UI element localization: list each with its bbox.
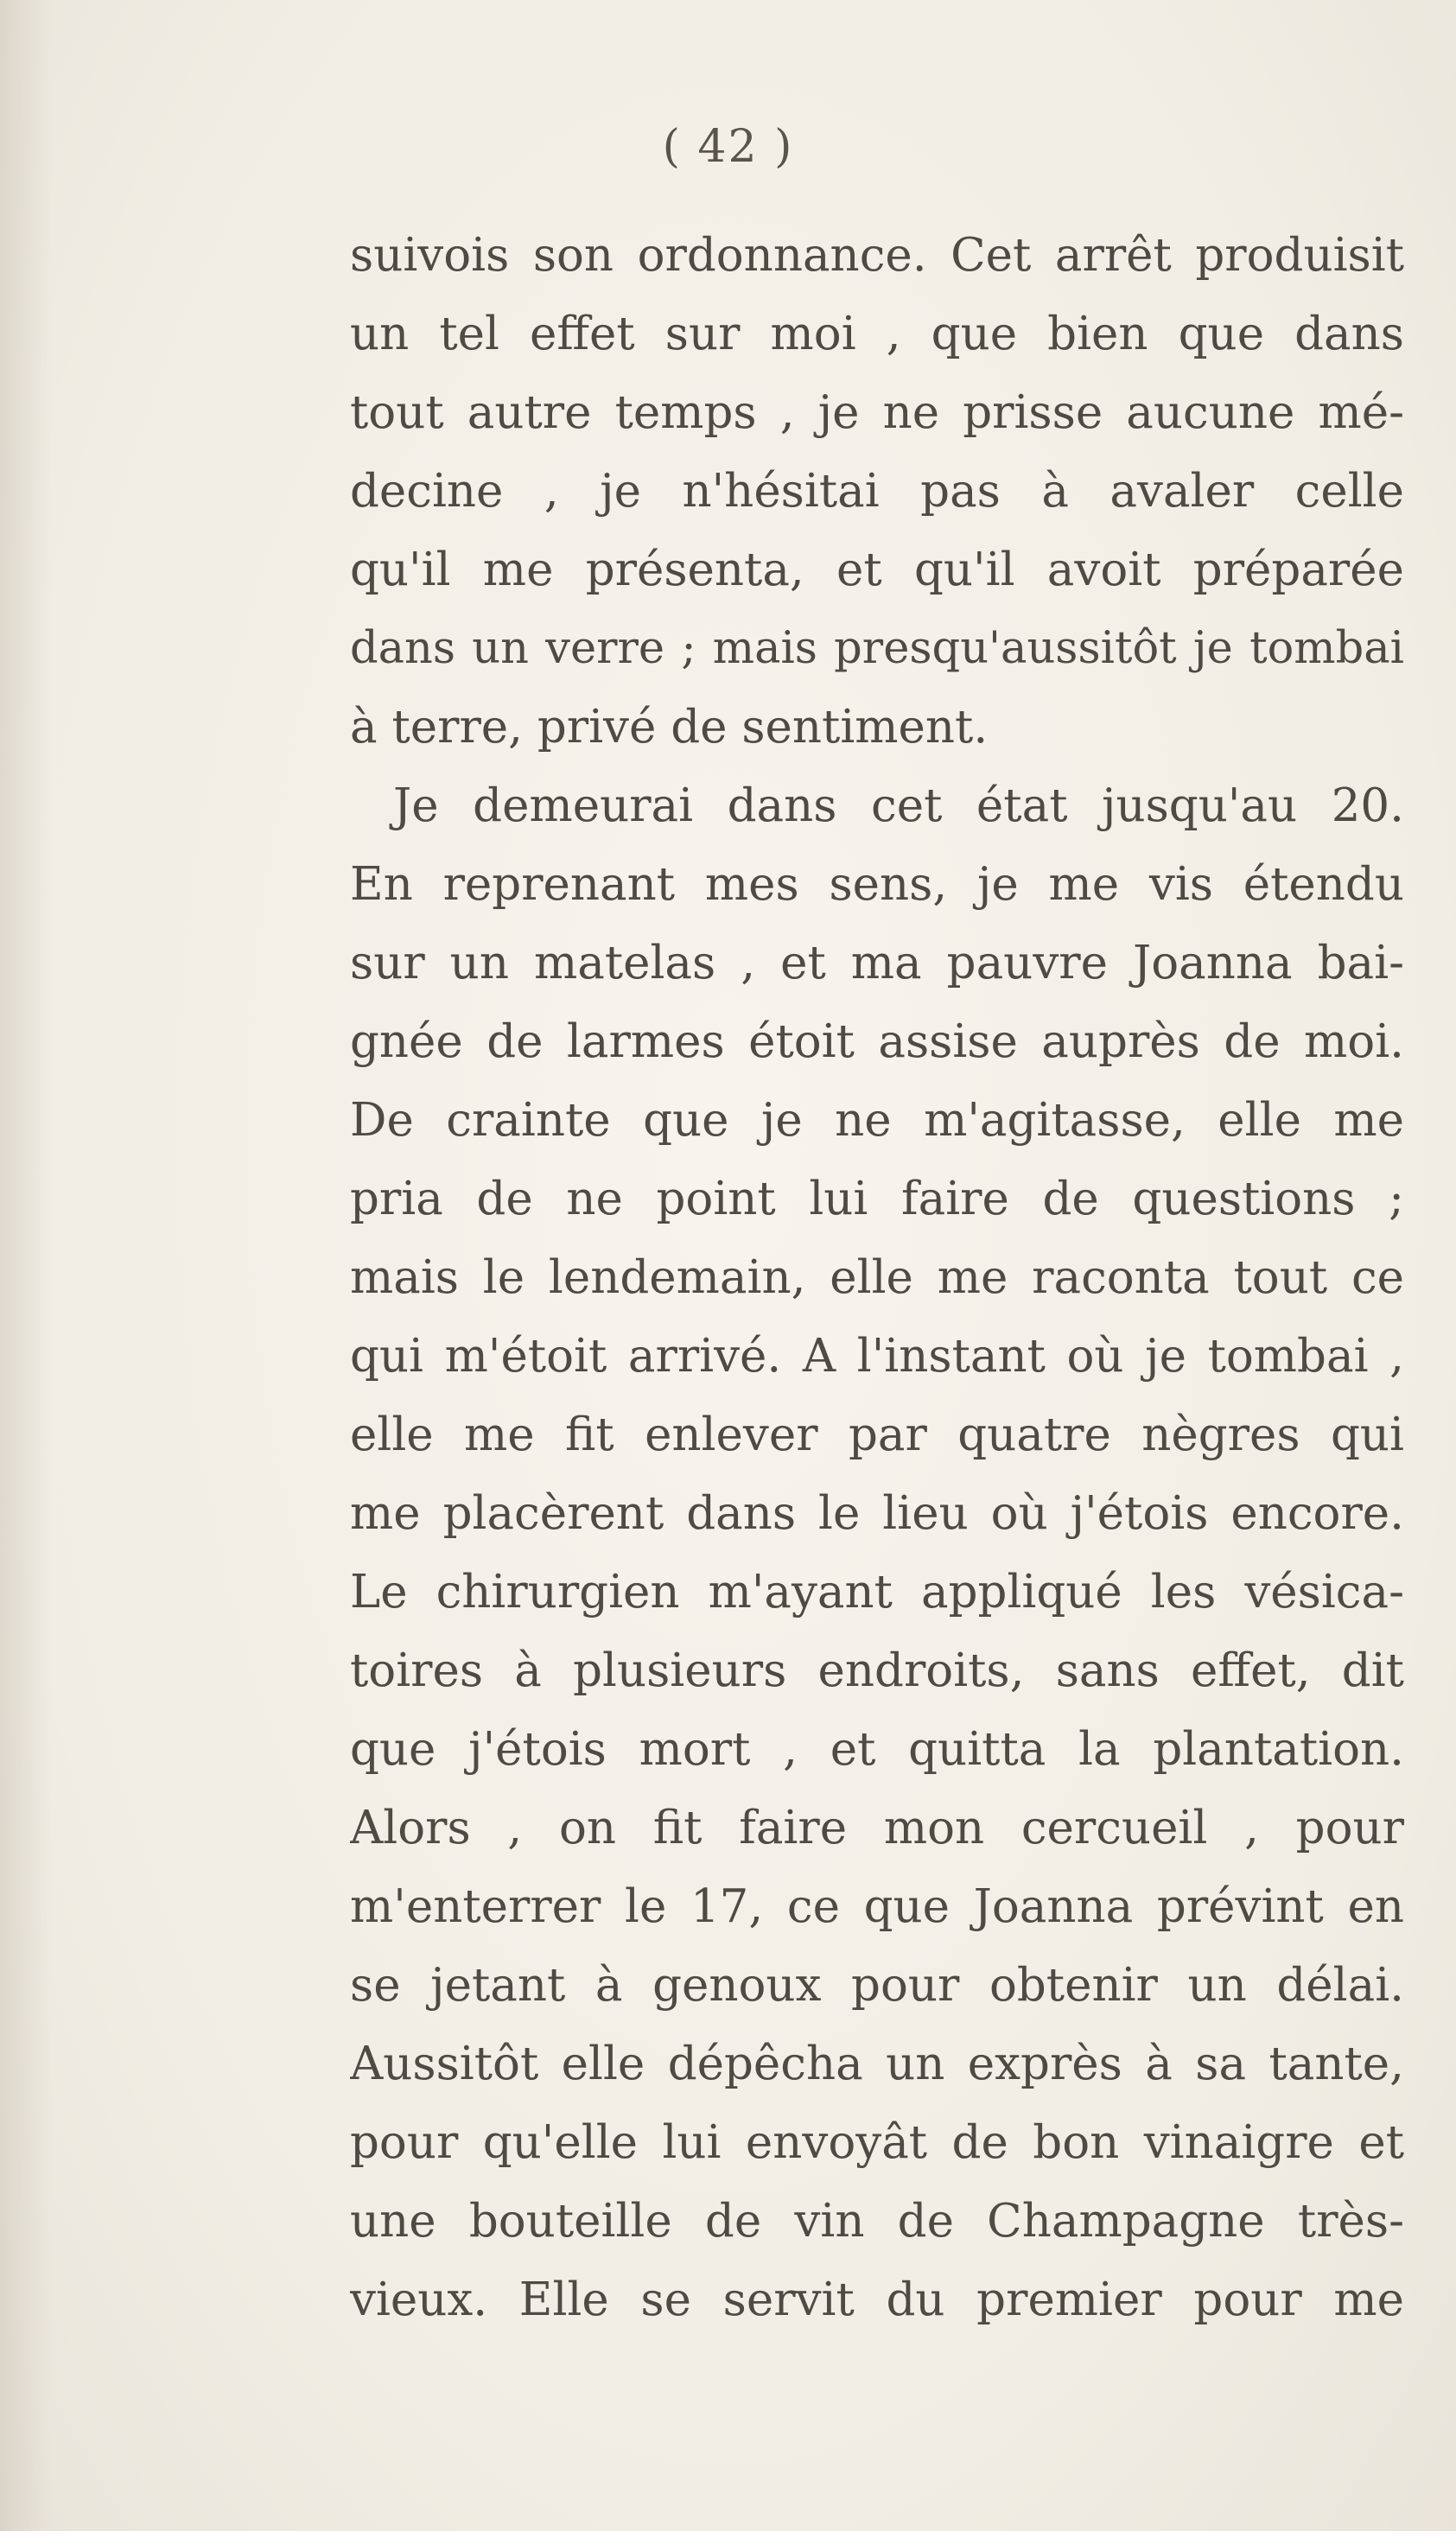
- text-line: m'enterrer le 17, ce que Joanna prévint en: [350, 1880, 1404, 1933]
- text-line: pria de ne point lui faire de questions ;: [350, 1173, 1404, 1225]
- text-line: sur un matelas , et ma pauvre Joanna bai-: [350, 937, 1404, 989]
- text-line: suivois son ordonnance. Cet arrêt produisit: [350, 229, 1404, 282]
- text-line: Aussitôt elle dépêcha un exprès à sa tante,: [350, 2038, 1404, 2090]
- text-line: pour qu'elle lui envoyât de bon vinaigre et: [350, 2116, 1404, 2169]
- text-line: que j'étois mort , et quitta la plantation.: [350, 1723, 1404, 1776]
- page-edge-shadow: [0, 0, 52, 2531]
- text-line: gnée de larmes étoit assise auprès de moi.: [350, 1015, 1404, 1068]
- text-line: à terre, privé de sentiment.: [350, 701, 989, 754]
- text-line: tout autre temps , je ne prisse aucune mé-: [350, 386, 1404, 439]
- text-line: me placèrent dans le lieu où j'étois encore.: [350, 1487, 1404, 1540]
- text-line: decine , je n'hésitai pas à avaler celle: [350, 465, 1404, 518]
- text-line: elle me fit enlever par quatre nègres qui: [350, 1409, 1404, 1461]
- body-text: [350, 216, 1404, 2339]
- text-line: dans un verre ; mais presqu'aussitôt je tombai: [350, 623, 1404, 674]
- text-line: vieux. Elle se servit du premier pour me: [350, 2273, 1404, 2326]
- text-line: De crainte que je ne m'agitasse, elle me: [350, 1094, 1404, 1147]
- page-number: ( 42 ): [662, 121, 794, 173]
- text-line: une bouteille de vin de Champagne très-: [350, 2195, 1404, 2248]
- text-line: Alors , on fit faire mon cercueil , pour: [350, 1802, 1404, 1854]
- text-line: se jetant à genoux pour obtenir un délai.: [350, 1959, 1404, 2012]
- text-line: toires à plusieurs endroits, sans effet, dit: [350, 1644, 1404, 1697]
- text-line: Je demeurai dans cet état jusqu'au 20.: [393, 779, 1404, 832]
- text-line: un tel effet sur moi , que bien que dans: [350, 308, 1404, 360]
- text-line: mais le lendemain, elle me raconta tout ce: [350, 1251, 1404, 1304]
- text-line: En reprenant mes sens, je me vis étendu: [350, 858, 1404, 911]
- text-line: Le chirurgien m'ayant appliqué les vésica-: [350, 1566, 1404, 1618]
- text-line: qui m'étoit arrivé. A l'instant où je tombai ,: [350, 1330, 1404, 1383]
- text-line: qu'il me présenta, et qu'il avoit préparée: [350, 544, 1404, 596]
